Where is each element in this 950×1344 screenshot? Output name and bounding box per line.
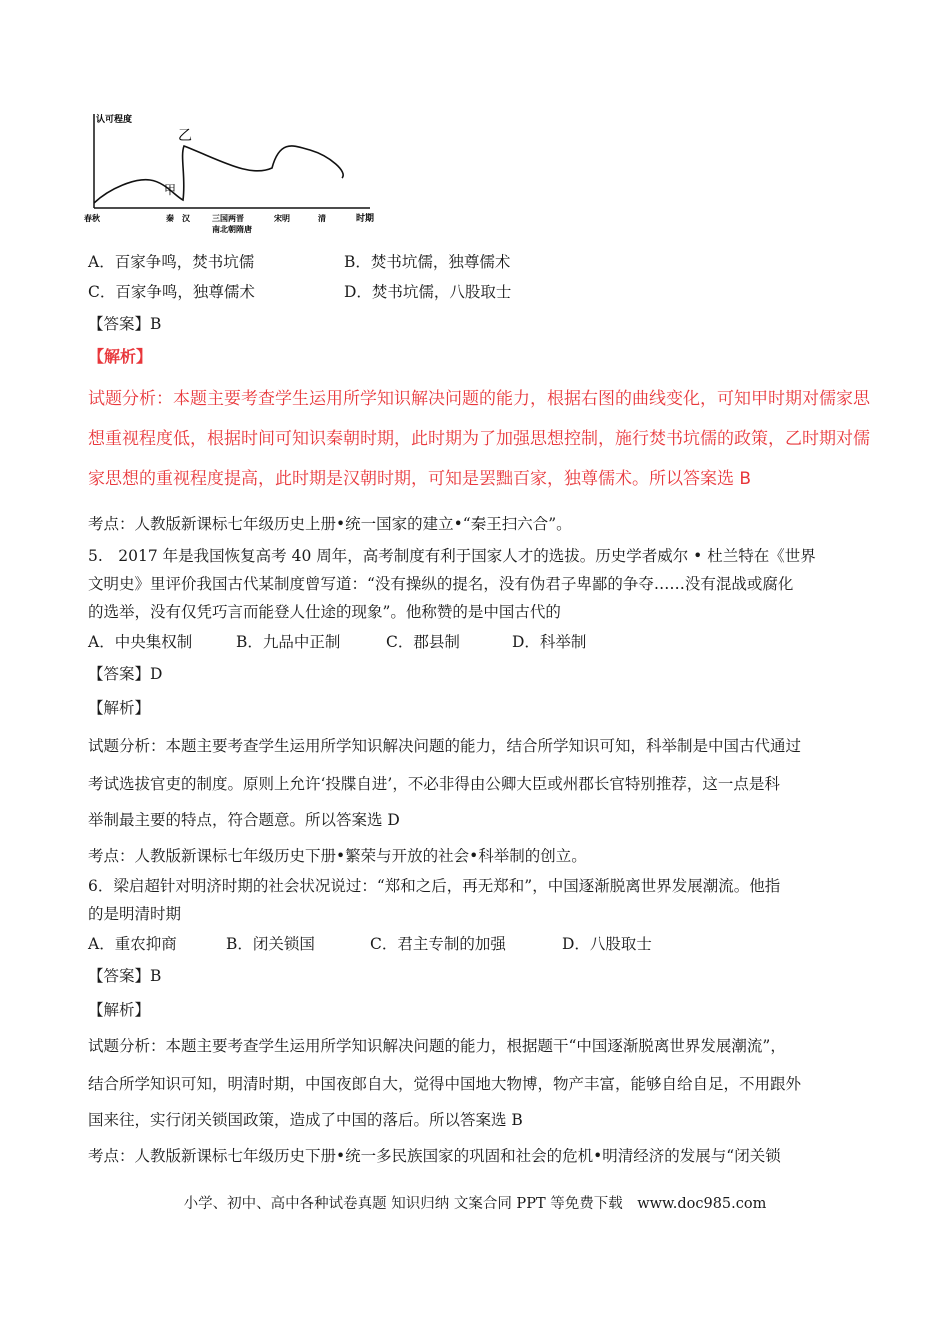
- analysis-line: 试题分析：本题主要考查学生运用所学知识解决问题的能力，结合所学知识可知，科举制是中国古代通过: [88, 737, 802, 755]
- recognition-curve: [94, 146, 343, 203]
- analysis-line: 试题分析：本题主要考查学生运用所学知识解决问题的能力，根据题干“中国逐渐脱离世界发展潮流”，: [88, 1037, 786, 1055]
- tick-label: 南北朝隋唐: [212, 225, 252, 234]
- question-stem: 的是明清时期: [88, 905, 182, 923]
- question-stem: 5. 2017 年是我国恢复高考 40 周年，高考制度有利于国家人才的选拔。历史学者威尔 • 杜兰特在《世界: [88, 547, 816, 565]
- point-yi-label: 乙: [178, 128, 192, 144]
- tick-label: 清: [318, 214, 326, 223]
- tick-label: 宋明: [274, 214, 290, 223]
- x-axis-label: 时期: [356, 214, 375, 224]
- option-d: D．八股取士: [562, 935, 652, 953]
- analysis-line: 想重视程度低，根据时间可知识秦朝时期，此时期为了加强思想控制，施行焚书坑儒的政策，乙时期对儒: [88, 429, 870, 449]
- answer: 【答案】B: [88, 967, 162, 985]
- recognition-curve-figure: [80, 108, 390, 238]
- tick-label: 汉: [182, 214, 190, 223]
- analysis-line: 考试选拔官吏的制度。原则上允许‘投牒自进’，不必非得由公卿大臣或州郡长官特别推荐，这一点是科: [88, 775, 780, 793]
- option-a: A．中央集权制: [88, 633, 193, 651]
- option-a: A．百家争鸣，焚书坑儒: [88, 253, 255, 271]
- option-c: C．百家争鸣，独尊儒术: [88, 283, 255, 301]
- analysis-heading: 【解析】: [88, 1001, 151, 1019]
- answer: 【答案】B: [88, 315, 162, 333]
- question-stem: 的选举，没有仅凭巧言而能登人仕途的现象”。他称赞的是中国古代的: [88, 603, 561, 621]
- kaodian: 考点：人教版新课标七年级历史上册•统一国家的建立•“秦王扫六合”。: [88, 515, 572, 533]
- analysis-line: 结合所学知识可知，明清时期，中国夜郎自大，觉得中国地大物博，物产丰富，能够自给自足，不用跟外: [88, 1075, 802, 1093]
- point-jia-label: 甲: [164, 183, 177, 197]
- question-stem: 6．梁启超针对明济时期的社会状况说过：“郑和之后，再无郑和”，中国逐渐脱离世界发展潮流。他指: [88, 877, 781, 895]
- y-axis-label: 认可程度: [96, 115, 133, 125]
- page-footer: 小学、初中、高中各种试卷真题 知识归纳 文案合同 PPT 等免费下载 www.doc985.com: [183, 1196, 767, 1212]
- analysis-heading: 【解析】: [88, 347, 153, 366]
- option-d: D．焚书坑儒，八股取士: [344, 283, 512, 301]
- option-b: B．九品中正制: [236, 633, 341, 651]
- tick-label: 春秋: [84, 214, 100, 223]
- tick-label: 三国两晋: [212, 214, 244, 223]
- answer: 【答案】D: [88, 665, 163, 683]
- option-b: B．闭关锁国: [226, 935, 315, 953]
- option-b: B．焚书坑儒，独尊儒术: [344, 253, 511, 271]
- analysis-heading: 【解析】: [88, 699, 151, 717]
- analysis-line: 国来往，实行闭关锁国政策，造成了中国的落后。所以答案选 B: [88, 1111, 523, 1129]
- option-a: A．重农抑商: [88, 935, 177, 953]
- kaodian: 考点：人教版新课标七年级历史下册•统一多民族国家的巩固和社会的危机•明清经济的发展与“闭关锁: [88, 1147, 781, 1165]
- analysis-line: 家思想的重视程度提高，此时期是汉朝时期，可知是罢黜百家，独尊儒术。所以答案选 B: [88, 469, 752, 489]
- analysis-line: 试题分析：本题主要考查学生运用所学知识解决问题的能力，根据右图的曲线变化，可知甲时期对儒家思: [88, 389, 870, 409]
- option-c: C．郡县制: [386, 633, 460, 651]
- kaodian: 考点：人教版新课标七年级历史下册•繁荣与开放的社会•科举制的创立。: [88, 847, 587, 865]
- question-stem: 文明史》里评价我国古代某制度曾写道：“没有操纵的提名，没有伪君子卑鄙的争夺……没有混战或腐化: [88, 575, 794, 593]
- option-c: C．君主专制的加强: [370, 935, 506, 953]
- tick-label: 秦: [166, 214, 174, 223]
- option-d: D．科举制: [512, 633, 587, 651]
- analysis-line: 举制最主要的特点，符合题意。所以答案选 D: [88, 811, 400, 829]
